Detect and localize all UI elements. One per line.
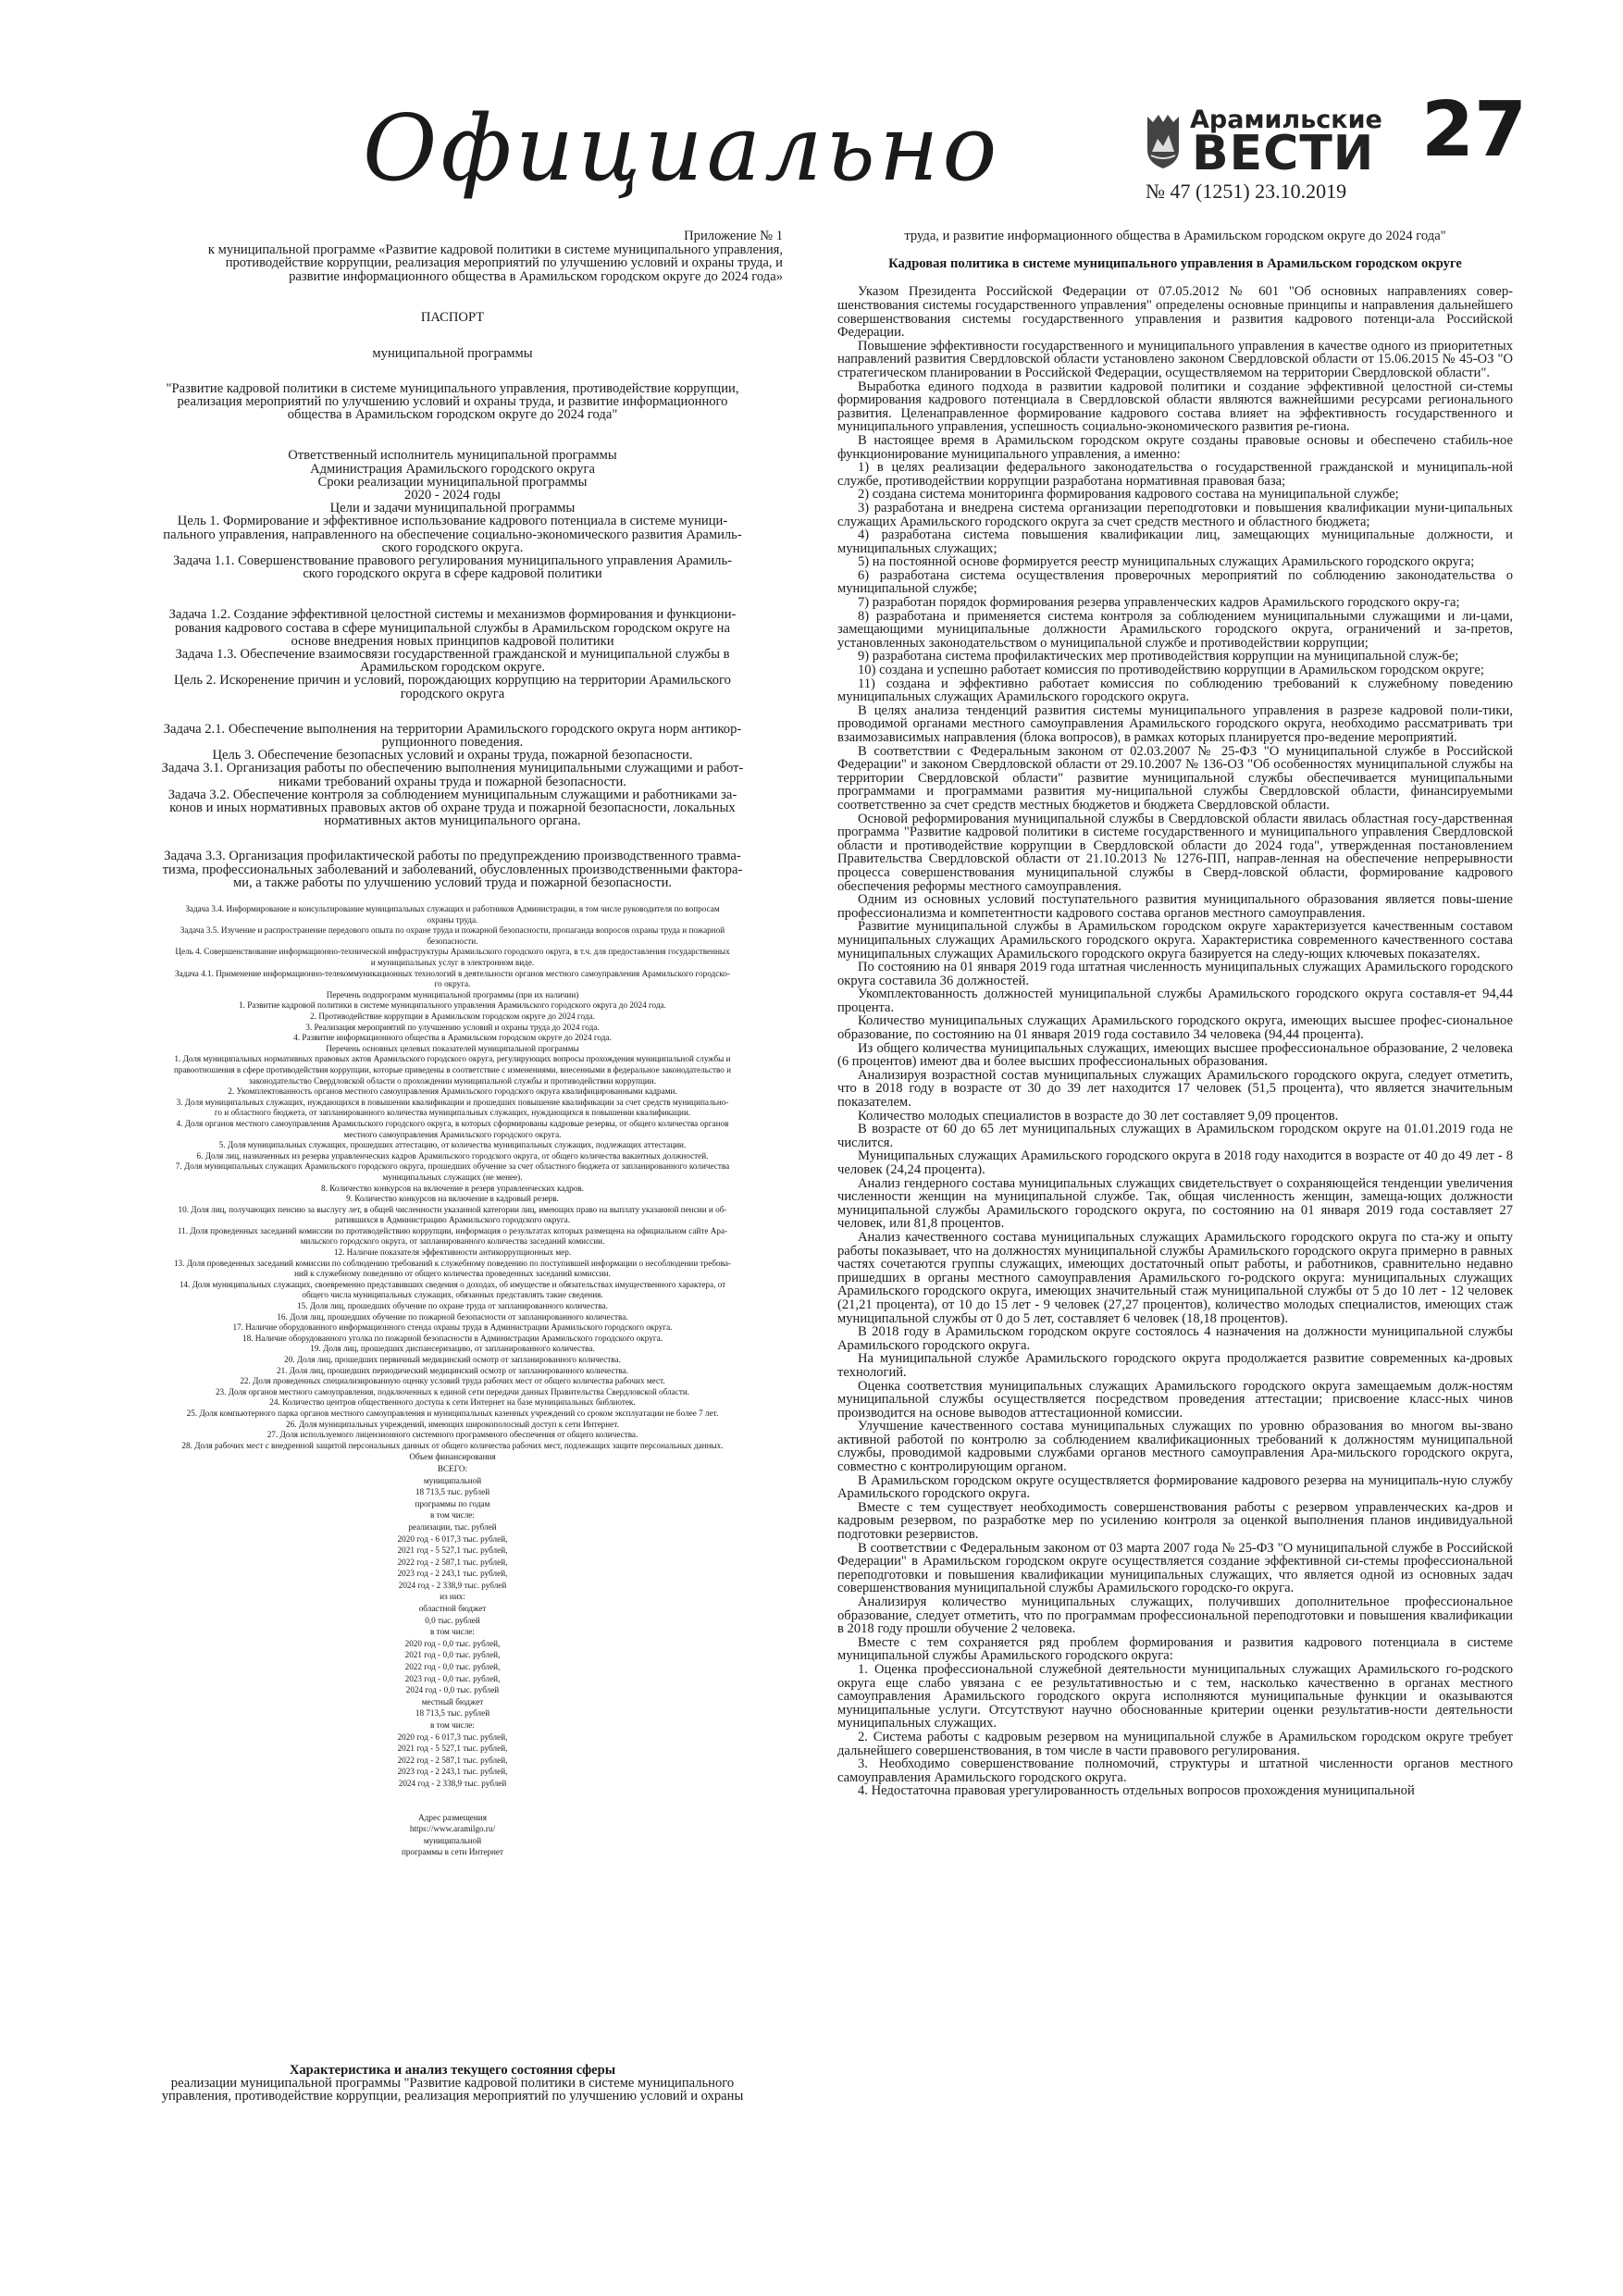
indicator-line: Цель 4. Совершенствование информационно-технической инфраструктуры Арамильского городского округа, в т.ч. для предоставления государственных xyxy=(175,947,730,957)
indicator-line: Задача 4.1. Применение информационно-телекоммуникационных технологий в деятельности органов местного самоуправления Арамильского городско- xyxy=(175,968,730,978)
text-line: Задача 3.1. Организация работы по обеспечению выполнения муниципальными служащими и работ- xyxy=(161,761,744,776)
indicator-line: ний к служебному поведению от общего количества проведенных заседаний комиссии. xyxy=(294,1269,611,1279)
article-paragraph: Количество муниципальных служащих Арамильского городского округа, имеющих высшее профес-сиональное образование, по состоянию на 01 января 2019 года составило 34 человека (94,44 процента). xyxy=(837,1013,1513,1043)
text-line: ми, а также работы по улучшению условий труда и пожарной безопасности. xyxy=(232,875,673,890)
text-line: рупционного поведения. xyxy=(381,735,524,751)
indicator-line: Перечень подпрограмм муниципальной программы (при их наличии) xyxy=(326,989,579,999)
brand-small: Арамильские xyxy=(1190,105,1382,134)
text-line: Задача 3.2. Обеспечение контроля за соблюдением муниципальным служащими и работниками за- xyxy=(167,787,737,802)
financing-line: 2020 год - 0,0 тыс. рублей, xyxy=(404,1638,501,1648)
article-paragraph: В 2018 году в Арамильском городском округе состоялось 4 назначения на должности муниципальной службы Арамильского городского округа. xyxy=(837,1324,1513,1353)
financing-line: 18 713,5 тыс. рублей xyxy=(415,1708,490,1719)
section-title: Официально xyxy=(363,96,1001,202)
address-line: программы в сети Интернет xyxy=(401,1847,504,1857)
financing-block xyxy=(122,1451,783,1789)
city-crest-icon xyxy=(1144,113,1183,170)
article-paragraph: Одним из основных условий поступательного развития муниципального образования является повы-шение профессионализма и компетентности кадрового состава органов местного самоуправления. xyxy=(837,892,1513,921)
appendix-line: к муниципальной программе «Развитие кадровой политики в системе муниципального управления, xyxy=(207,242,783,257)
appendix-line: развитие информационного общества в Арамильском городском округе до 2024 года» xyxy=(289,268,783,284)
text-line: городского округа xyxy=(400,686,505,701)
goals-block-3 xyxy=(122,723,783,828)
article-paragraph: 7) разработан порядок формирования резерва управленческих кадров Арамильского городского окру-га; xyxy=(858,595,1460,611)
financing-line: 2022 год - 0,0 тыс. рублей, xyxy=(404,1662,501,1672)
right-column xyxy=(837,230,1513,1798)
address-line: Адрес размещения xyxy=(418,1812,487,1822)
article-paragraph: Анализируя количество муниципальных служащих, получивших дополнительное профессиональное образование, следует отметить, что по программам профессиональной переподготовки и повышения квалификации в 2018 году прошли обучение 2 человека. xyxy=(837,1595,1513,1637)
text-line: нормативных актов муниципального органа. xyxy=(324,813,581,829)
financing-line: 2021 год - 5 527,1 тыс. рублей, xyxy=(397,1744,508,1754)
article-paragraph: 4. Недостаточна правовая урегулированность отдельных вопросов прохождения муниципальной xyxy=(858,1783,1415,1799)
article-paragraph: Повышение эффективности государственного и муниципального управления в качестве одного из приоритетных направлений развития Свердловской области установлено законом Свердловской области от 15.06.2015 № 45-ОЗ "О стратегическом планировании в Российской Федерации, осуществляемом на территории Свердловской области". xyxy=(837,338,1513,380)
text-line: 2020 - 2024 годы xyxy=(404,488,501,503)
indicator-line: 22. Доля проведенных специализированную оценку условий труда рабочих мест от общего количества рабочих мест. xyxy=(240,1376,665,1386)
article-paragraph: Анализ гендерного состава муниципальных служащих свидетельствует о сохраняющейся тенденции увеличения численности женщин на муниципальной службе. Так, общая численность женщин, замеща-ющих должности муниципальной службы Арамильского городского округа, по состоянию на 01 января 2019 года составляет 27 человек, или 81,8 процентов. xyxy=(837,1175,1513,1232)
text-line: Задача 1.2. Создание эффективной целостной системы и механизмов формирования и функциони- xyxy=(168,607,737,623)
financing-line: 2024 год - 0,0 тыс. рублей xyxy=(405,1685,500,1695)
indicator-line: 12. Наличие показателя эффективности антикоррупционных мер. xyxy=(333,1247,572,1258)
goals-block-4 xyxy=(122,850,783,889)
text-line: Администрация Арамильского городского округа xyxy=(310,461,595,477)
characteristics-line: управления, противодействие коррупции, реализация мероприятий по улучшению условий и охраны xyxy=(161,2089,744,2104)
passport-subtitle: муниципальной программы xyxy=(372,345,533,361)
text-line: Задача 1.1. Совершенствование правового регулирования муниципального управления Арамиль- xyxy=(173,553,732,569)
characteristics-section xyxy=(122,2064,783,2104)
indicator-line: 26. Доля муниципальных учреждений, имеющих широкополосный доступ к сети Интернет. xyxy=(286,1419,619,1429)
financing-line: областной бюджет xyxy=(418,1604,487,1614)
financing-line: программы по годам xyxy=(415,1498,490,1508)
financing-line: в том числе: xyxy=(430,1720,475,1731)
indicator-line: 24. Количество центров общественного доступа к сети Интернет на базе муниципальных библиотек. xyxy=(269,1397,636,1408)
financing-line: 18 713,5 тыс. рублей xyxy=(415,1487,490,1497)
goals-block-1 xyxy=(122,449,783,580)
article-paragraph: 3) разработана и внедрена система организации переподготовки и повышения квалификации муни-ципальных служащих Арамильского городского округа за счет средств местного и областного бюджета; xyxy=(837,500,1513,529)
financing-line: 2023 год - 2 243,1 тыс. рублей, xyxy=(397,1569,508,1579)
indicator-line: 5. Доля муниципальных служащих, прошедших аттестацию, от количества муниципальных служащих, подлежащих аттестации. xyxy=(218,1140,687,1150)
indicator-line: 20. Доля лиц, прошедших первичный медицинский осмотр от запланированного количества. xyxy=(284,1355,621,1365)
article-paragraph: 5) на постоянной основе формируется реестр муниципальных служащих Арамильского городского округа; xyxy=(858,554,1475,570)
indicator-line: го и областного бюджета, от запланированного количества муниципальных служащих, нуждающихся в повышении квалификации. xyxy=(214,1108,691,1118)
indicator-line: 28. Доля рабочих мест с внедренной защитой персональных данных от общего количества рабочих мест, подлежащих защите персональных данных. xyxy=(181,1440,724,1450)
text-line: тизма, профессиональных заболеваний и заболеваний, обусловленных производственными фактора- xyxy=(162,862,743,877)
indicator-line: 2. Противодействие коррупции в Арамильском городском округе до 2024 года. xyxy=(310,1011,595,1022)
article-paragraph: Улучшение качественного состава муниципальных служащих по уровню образования во многом вы-звано активной работой по контролю за соблюдением квалификационных требований к должностям муниципальной службы, проводимой кадровыми службами органов местного самоуправления Ара-мильского городского округа, совместно с контролирующим органом. xyxy=(837,1419,1513,1475)
text-line: ского городского округа. xyxy=(381,540,524,555)
indicator-line: общего числа муниципальных служащих, обязанных представлять такие сведения. xyxy=(302,1290,603,1300)
article-paragraph: Вместе с тем существует необходимость совершенствования работы с резервом управленческих ка-дров и кадровым резервом, по разработке мер по усилению контроля за оценкой выполнения планов индивидуальной подготовки резервистов. xyxy=(837,1499,1513,1543)
left-column xyxy=(122,230,783,1858)
program-name-line: общества в Арамильском городском округе до 2024 года" xyxy=(287,407,618,423)
article-paragraph: В соответствии с Федеральным законом от 03 марта 2007 года № 25-ФЗ "О муниципальной службе в Российской Федерации" в Арамильском городском округе осуществляется создание эффективной си-стемы профессиональной переподготовки и повышения квалификации муниципальных служащих, что является одной из основных задач совершенствования муниципальной службы Арамильского городско-го округа. xyxy=(837,1540,1513,1596)
indicators-list xyxy=(122,904,783,1451)
article-paragraph: 2. Система работы с кадровым резервом на муниципальной службе в Арамильском городском округе требует дальнейшего совершенствования, в том числе в части правового регулирования. xyxy=(837,1729,1513,1758)
issue-number: № 47 (1251) 23.10.2019 xyxy=(1146,180,1347,203)
article-paragraph: 4) разработана система повышения квалификации лиц, замещающих муниципальные должности, и муниципальных служащих; xyxy=(837,527,1513,556)
text-line: Сроки реализации муниципальной программы xyxy=(317,474,588,490)
passport-title: ПАСПОРТ xyxy=(420,310,485,326)
financing-line: реализации, тыс. рублей xyxy=(408,1521,497,1532)
characteristics-line: реализации муниципальной программы "Развитие кадровой политики в системе муниципального xyxy=(170,2076,735,2091)
financing-line: 2023 год - 2 243,1 тыс. рублей, xyxy=(397,1767,508,1777)
indicator-line: Перечень основных целевых показателей муниципальной программы xyxy=(326,1043,579,1053)
financing-line: местный бюджет xyxy=(421,1696,484,1706)
article-paragraph: 10) создана и успешно работает комиссия по противодействию коррупции в Арамильском городском округе; xyxy=(858,663,1484,678)
article-paragraph: Выработка единого подхода в развитии кадровой политики и создание эффективной целостной си-стемы формирования кадрового потенциала в Свердловской области являются важнейшими ресурсами регионального развития. Целенаправленное формирование кадрового состава влияет на эффективность государственного и муниципального управления, успешность социально-экономического развития ре-гиона. xyxy=(837,379,1513,435)
indicator-line: 13. Доля проведенных заседаний комиссии по соблюдению требований к служебному поведению по поступившей информации о несоблюдении требова- xyxy=(174,1258,731,1268)
indicator-line: 19. Доля лиц, прошедших диспансеризацию, от запланированного количества. xyxy=(310,1344,595,1354)
text-line: конов и иных нормативных правовых актов об охране труда и пожарной безопасности, локальных xyxy=(169,800,736,816)
indicator-line: Задача 3.4. Информирование и консультирование муниципальных служащих и работников Администрации, в том числе руководителя по вопросам xyxy=(185,904,720,914)
financing-line: 2021 год - 0,0 тыс. рублей, xyxy=(404,1650,501,1660)
article-paragraph: 9) разработана система профилактических мер противодействия коррупции на муниципальной служ-бе; xyxy=(858,649,1459,664)
indicator-line: 10. Доля лиц, получающих пенсию за выслугу лет, в общей численности указанной категории лиц, имеющих право на выплату указанной пенсии и об- xyxy=(178,1204,727,1214)
financing-line: 2021 год - 5 527,1 тыс. рублей, xyxy=(397,1545,508,1556)
text-line: рования кадрового состава в сфере муниципальной службы в Арамильском городском округе на xyxy=(175,620,730,636)
text-line: Арамильском городском округе. xyxy=(360,660,545,676)
article-paragraph: В Арамильском городском округе осуществляется формирование кадрового резерва на муниципаль-ную службу Арамильского городского округа. xyxy=(837,1472,1513,1502)
article-paragraph: Укомплектованность должностей муниципальной службы Арамильского городского округа составля-ет 94,44 процента. xyxy=(837,987,1513,1015)
appendix-header xyxy=(122,230,783,283)
text-line: Цель 2. Искоренение причин и условий, порождающих коррупцию на территории Арамильского xyxy=(174,673,731,689)
financing-line: 2022 год - 2 587,1 тыс. рублей, xyxy=(397,1557,508,1567)
text-line: никами требований охраны труда и пожарной безопасности. xyxy=(279,774,626,789)
indicator-line: безопасности. xyxy=(427,936,478,946)
page-number: 27 xyxy=(1421,86,1528,174)
indicator-line: 25. Доля компьютерного парка органов местного самоуправления и муниципальных казенных учреждений со сроком эксплуатации не более 7 лет. xyxy=(186,1408,719,1418)
text-line: Ответственный исполнитель муниципальной программы xyxy=(288,448,617,464)
indicator-line: местного самоуправления Арамильского городского округа. xyxy=(343,1129,562,1139)
indicator-line: 3. Доля муниципальных служащих, нуждающихся в повышении квалификации и прошедших повышение квалификации за счет средств муниципально- xyxy=(176,1097,729,1107)
indicator-line: 18. Наличие оборудованного уголка по пожарной безопасности в Администрации Арамильского городского округа. xyxy=(242,1333,663,1343)
indicator-line: 6. Доля лиц, назначенных из резерва управленческих кадров Арамильского городского округа, от общего количества вакантных должностей. xyxy=(196,1150,709,1160)
article-paragraph: Из общего количества муниципальных служащих, имеющих высшее профессиональное образование, 2 человека (6 процентов) имеют два и более высших профессиональных образования. xyxy=(837,1040,1513,1070)
financing-line: Объем финансирования xyxy=(409,1452,496,1462)
text-line: Задача 1.3. Обеспечение взаимосвязи государственной гражданской и муниципальной службы в xyxy=(175,647,730,663)
masthead-logo xyxy=(1144,105,1382,181)
indicator-line: 16. Доля лиц, прошедших обучение по пожарной безопасности от запланированного количества. xyxy=(277,1311,628,1322)
indicator-line: законодательство Свердловской области о прохождении муниципальной службы и противодействии коррупции. xyxy=(248,1075,657,1086)
article-paragraph: Анализируя возрастной состав муниципальных служащих Арамильского городского округа, следует отметить, что в 2018 году в возрасте от 30 до 39 лет находится 17 человек (51,5 процента), что является значительным показателем. xyxy=(837,1067,1513,1111)
article-paragraph: В возрасте от 60 до 65 лет муниципальных служащих в Арамильском городском округе на 01.01.2019 года не числится. xyxy=(837,1122,1513,1150)
financing-line: 2022 год - 2 587,1 тыс. рублей, xyxy=(397,1755,508,1765)
article-paragraph: 8) разработана и применяется система контроля за соблюдением муниципальными служащими и ли-цами, замещающими муниципальные должности Арамильского городского округа, ограничений и за-претов, установленных законодательством о муниципальной службе и противодействии коррупции; xyxy=(837,608,1513,651)
article-paragraph: В целях анализа тенденций развития системы муниципального управления в разрезе кадровой поли-тики, проводимой органами местного самоуправления Арамильского городского округа, необходимо рассматривать три взаимозависимых направления (блока вопросов), в рамках которых планируется про-ведение мероприятий. xyxy=(837,702,1513,745)
program-name-continued: труда, и развитие информационного общества в Арамильском городском округе до 2024 года" xyxy=(904,229,1446,243)
indicator-line: 21. Доля лиц, прошедших периодический медицинский осмотр от запланированного количества. xyxy=(276,1365,629,1375)
article-paragraph: В настоящее время в Арамильском городском округе созданы правовые основы и обеспечено стабиль-ное функционирование муниципального управления, а именно: xyxy=(837,432,1513,462)
address-line: муниципальной xyxy=(423,1835,482,1845)
address-line: https://www.aramilgo.ru/ xyxy=(409,1824,496,1834)
indicator-line: 4. Развитие информационного общества в Арамильском городском округе до 2024 года. xyxy=(293,1033,612,1043)
article-paragraph: 1. Оценка профессиональной служебной деятельности муниципальных служащих Арамильского го-родского округа еще слабо увязана с ее результативностью и с тем, насколько качественно в органах местного самоуправления Арамильского городского округа исполняются муниципальные функции и оказываются муниципальные услуги. Отсутствуют научно обоснованные критерии оценки результатив-ности деятельности муниципальных служащих. xyxy=(837,1661,1513,1731)
article-paragraph: 1) в целях реализации федерального законодательства о государственной гражданской и муниципаль-ной службе, противодействии коррупции разработана нормативная правовая база; xyxy=(837,460,1513,489)
address-block xyxy=(122,1812,783,1858)
text-line: Цели и задачи муниципальной программы xyxy=(329,501,576,516)
financing-line: 2024 год - 2 338,9 тыс. рублей xyxy=(398,1580,507,1590)
indicator-line: 9. Количество конкурсов на включение в кадровый резерв. xyxy=(346,1194,559,1204)
article-paragraph: В соответствии с Федеральным законом от 02.03.2007 № 25-ФЗ "О муниципальной службе в Российской Федерации" и законом Свердловской области от 29.10.2007 № 136-ОЗ "Об особенностях муниципальной службы на территории Свердловской области" развитие муниципальной службы обеспечивается муниципальными программами и программами развития му-ниципальной службы Свердловской области, финансируемыми соответственно за счет средств местных бюджетов и бюджета Свердловской области. xyxy=(837,743,1513,813)
characteristics-title: Характеристика и анализ текущего состояния сферы xyxy=(289,2063,616,2078)
indicator-line: 8. Количество конкурсов на включение в резерв управленческих кадров. xyxy=(321,1183,584,1193)
indicator-line: 1. Развитие кадровой политики в системе муниципального управления Арамильского городского округа до 2024 года. xyxy=(239,1000,666,1011)
indicator-line: 23. Доля органов местного самоуправления, подключенных к единой сети передачи данных Правительства Свердловской области. xyxy=(215,1386,690,1396)
indicator-line: 15. Доля лиц, прошедших обучение по охране труда от запланированного количества. xyxy=(297,1301,608,1311)
indicator-line: ратившихся в Администрацию Арамильского городского округа. xyxy=(334,1215,570,1225)
indicator-line: 11. Доля проведенных заседаний комиссии по противодействию коррупции, информация о результатах которых размещена на официальном сайте Ара- xyxy=(177,1225,728,1235)
program-name-line: реализация мероприятий по улучшению условий и охраны труда, и развитие информационного xyxy=(177,393,728,409)
article-paragraph: 2) создана система мониторинга формирования кадрового состава на муниципальной службе; xyxy=(858,487,1399,503)
indicator-line: 17. Наличие оборудованного информационного стенда охраны труда в Администрации Арамильского городского округа. xyxy=(232,1322,673,1333)
text-line: Цель 1. Формирование и эффективное использование кадрового потенциала в системе муници- xyxy=(177,514,728,529)
article-paragraph: Анализ качественного состава муниципальных служащих Арамильского городского округа по ста-жу и опыту работы показывает, что на должностях муниципальной службы Арамильского городского округа примерно в равных частях сочетаются группы служащих, имеющих достаточный опыт работы, и работников, сравнительно недавно пришедших в органы местного самоуправления Арамильского го-родского округа: муниципальных служащих Арамильского городского округа, имеющих значительный стаж муниципальной службы от 5 до 10 лет - 12 человек (21,21 процента), от 10 до 15 лет - 9 человек (27,27 процентов), количество молодых специалистов, имеющих стаж муниципальной службы от 0 до 5 лет, составляет 6 человек (18,18 процентов). xyxy=(837,1229,1513,1326)
article-body xyxy=(837,285,1513,1798)
article-paragraph: Указом Президента Российской Федерации от 07.05.2012 № 601 "Об основных направлениях совер-шенствования системы государственного управления" определены основные принципы и направления дальнейшего совершенствования системы государственного управления и развития кадрового потенци-ала Российской Федерации. xyxy=(837,284,1513,341)
program-name-line: "Развитие кадровой политики в системе муниципального управления, противодействие коррупции, xyxy=(166,380,739,396)
indicator-line: и муниципальных услуг в электронном виде. xyxy=(370,958,535,968)
text-line: Задача 2.1. Обеспечение выполнения на территории Арамильского городского округа норм антикор- xyxy=(163,721,742,737)
financing-line: 2020 год - 6 017,3 тыс. рублей, xyxy=(397,1533,508,1544)
article-paragraph: 3. Необходимо совершенствование полномочий, структуры и штатной численности органов местного самоуправления Арамильского городского округа. xyxy=(837,1756,1513,1785)
indicator-line: 2. Укомплектованность органов местного самоуправления Арамильского городского округа квалифицированными кадрами. xyxy=(228,1086,677,1097)
indicator-line: 1. Доля муниципальных нормативных правовых актов Арамильского городского округа, регулирующих вопросы прохождения муниципальной службы и xyxy=(174,1054,731,1064)
indicator-line: 14. Доля муниципальных служащих, своевременно представивших сведения о доходах, об имуществе и обязательствах имущественного характера, от xyxy=(179,1279,726,1289)
indicator-line: 7. Доля муниципальных служащих Арамильского городского округа, прошедших обучение за счет областного бюджета от запланированного количества xyxy=(175,1161,730,1172)
appendix-line: противодействие коррупции, реализация мероприятий по улучшению условий и охраны труда, и xyxy=(225,255,783,271)
article-paragraph: Развитие муниципальной службы в Арамильском городском округе характеризуется качественным составом муниципальных служащих Арамильского городского округа. Характеристика современного качественного состава муниципальных служащих Арамильского городского округа базируется на следу-ющих ключевых показателях. xyxy=(837,919,1513,962)
indicator-line: мильского городского округа, от запланированного количества заседаний комиссии. xyxy=(300,1236,605,1247)
text-line: Задача 3.3. Организация профилактической работы по предупреждению производственного травма- xyxy=(164,849,741,864)
article-paragraph: На муниципальной службе Арамильского городского округа продолжается развитие современных ка-дровых технологий. xyxy=(837,1351,1513,1380)
indicator-line: 3. Реализация мероприятий по улучшению условий и охраны труда до 2024 года. xyxy=(305,1022,600,1032)
financing-line: 2020 год - 6 017,3 тыс. рублей, xyxy=(397,1731,508,1742)
indicator-line: охраны труда. xyxy=(427,914,478,925)
article-paragraph: Оценка соответствия муниципальных служащих Арамильского городского округа замещаемым долж-ностям муниципальной службы осуществляется посредством проведения аттестации; присвоение класс-ных чинов производится на основе выводов аттестационной комиссии. xyxy=(837,1378,1513,1421)
appendix-line: Приложение № 1 xyxy=(684,229,783,243)
article-paragraph: По состоянию на 01 января 2019 года штатная численность муниципальных служащих Арамильского городского округа составила 36 должностей. xyxy=(837,960,1513,988)
financing-line: в том числе: xyxy=(430,1627,475,1637)
indicator-line: муниципальных служащих (не менее). xyxy=(382,1172,523,1182)
article-paragraph: Основой реформирования муниципальной службы в Свердловской области явилась областная госу-дарственная программа "Развитие кадровой политики в системе государственного и муниципального управления Свердловской области и противодействие коррупции в Свердловской области до 2024 года", утвержденная постановлением Правительства Свердловской области от 21.10.2013 № 1276-ПП, направ-ленная на обеспечение непрерывности процесса совершенствования муниципальной службы в Сверд-ловской области, формирование кадрового обеспечения реформы местного самоуправления. xyxy=(837,811,1513,894)
brand-big: ВЕСТИ xyxy=(1192,126,1375,181)
indicator-line: Задача 3.5. Изучение и распространение передового опыта по охране труда и пожарной безопасности, пропаганда вопросов охраны труда и пожарной xyxy=(180,925,725,936)
financing-line: ВСЕГО: xyxy=(437,1463,468,1473)
financing-line: из них: xyxy=(440,1592,465,1602)
text-line: Цель 3. Обеспечение безопасных условий и охраны труда, пожарной безопасности. xyxy=(212,748,693,763)
text-line: ского городского округа в сфере кадровой политики xyxy=(303,566,602,582)
article-heading: Кадровая политика в системе муниципального управления в Арамильском городском округе xyxy=(888,256,1462,272)
program-name xyxy=(122,382,783,422)
text-line: пального управления, направленного на обеспечение социально-экономического развития Арамиль- xyxy=(163,527,742,542)
text-line: основе внедрения новых принципов кадровой политики xyxy=(291,633,614,649)
indicator-line: правоотношения в сфере противодействия коррупции, которые приведены в соответствие с изменениями, внесенными в федеральное законодательство и xyxy=(173,1064,732,1074)
article-paragraph: 11) создана и эффективно работает комиссия по соблюдению требований к служебному поведению муниципальных служащих Арамильского городского округа. xyxy=(837,676,1513,705)
financing-line: 2023 год - 0,0 тыс. рублей, xyxy=(404,1673,501,1683)
article-paragraph: Вместе с тем сохраняется ряд проблем формирования и развития кадрового потенциала в системе муниципальной службы Арамильского городского округа: xyxy=(837,1634,1513,1664)
financing-line: муниципальной xyxy=(423,1475,482,1485)
article-paragraph: 6) разработана система осуществления проверочных мероприятий по соблюдению законодательства о муниципальной службе; xyxy=(837,567,1513,597)
indicator-line: 4. Доля органов местного самоуправления Арамильского городского округа, в которых сформированы кадровые резервы, от общего количества органов xyxy=(176,1118,729,1128)
indicator-line: 27. Доля используемого лицензионного системного программного обеспечения от общего количества. xyxy=(266,1430,638,1440)
indicator-line: го округа. xyxy=(434,979,471,989)
article-paragraph: Муниципальных служащих Арамильского городского округа в 2018 году находится в возрасте от 40 до 49 лет - 8 человек (24,24 процента). xyxy=(837,1148,1513,1177)
financing-line: в том числе: xyxy=(430,1510,475,1520)
financing-line: 2024 год - 2 338,9 тыс. рублей xyxy=(398,1778,507,1788)
financing-line: 0,0 тыс. рублей xyxy=(425,1615,480,1625)
article-paragraph: Количество молодых специалистов в возрасте до 30 лет составляет 9,09 процентов. xyxy=(858,1108,1339,1123)
goals-block-2 xyxy=(122,608,783,700)
